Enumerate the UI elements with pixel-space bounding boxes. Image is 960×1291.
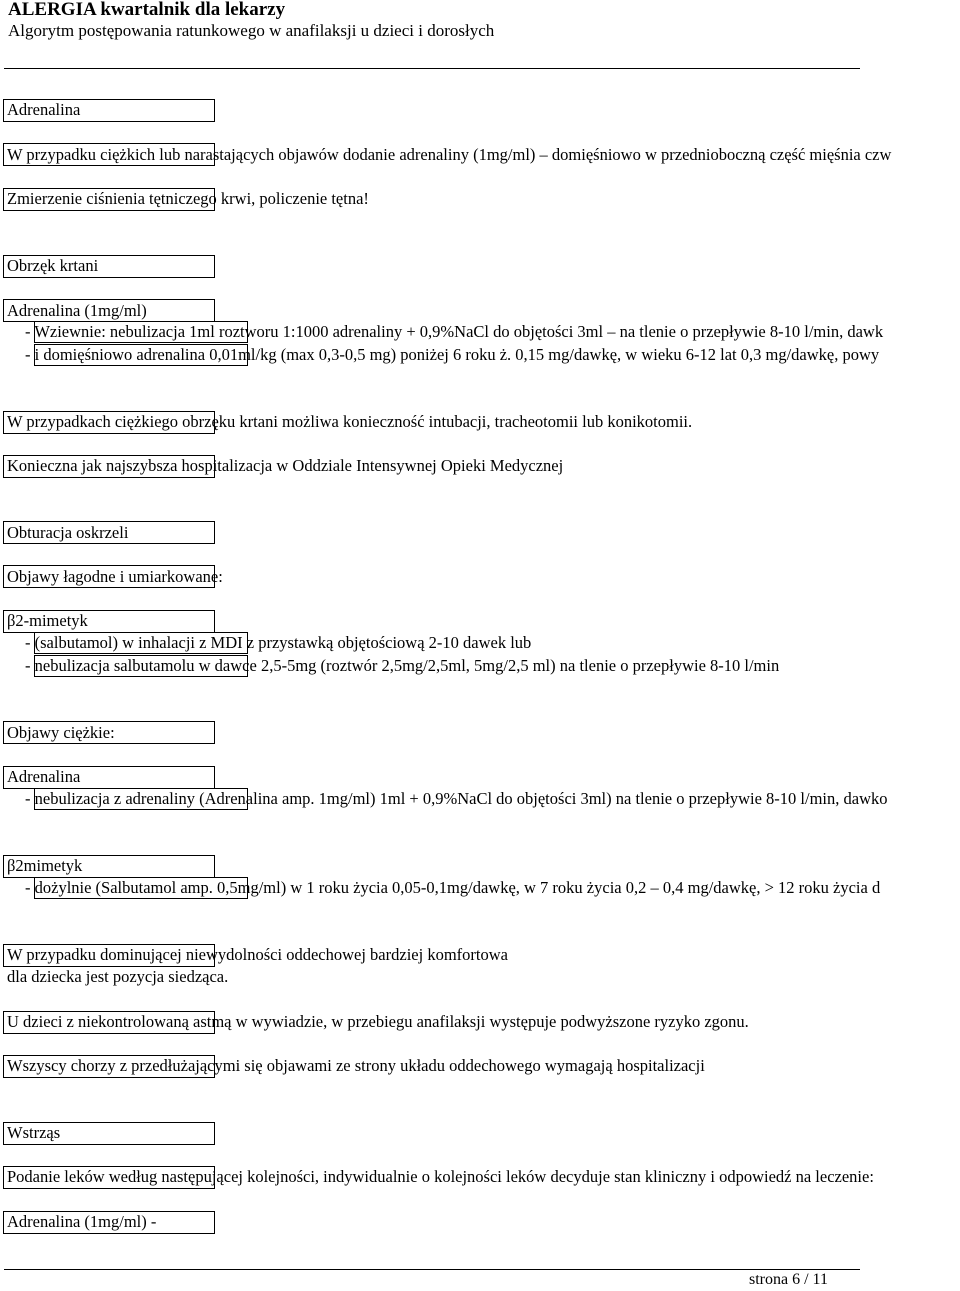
text-line: Konieczna jak najszybsza hospitalizacja w Oddziale Intensywnej Opieki Medycznej: [7, 456, 564, 475]
footer-divider: [4, 1269, 860, 1270]
text-line: - dożylnie (Salbutamol amp. 0,5mg/ml) w 1 roku życia 0,05-0,1mg/dawkę, w 7 roku życia 0,2 – 0,4 mg/dawkę, > 12 roku życia d: [25, 878, 881, 897]
text-line: Zmierzenie ciśnienia tętniczego krwi, policzenie tętna!: [7, 189, 369, 208]
section-heading-bronchial-obstruction: Obturacja oskrzeli: [7, 523, 129, 542]
section-heading-adrenaline: Adrenalina: [7, 100, 81, 119]
text-line: Objawy ciężkie:: [7, 723, 115, 742]
text-line: Adrenalina (1mg/ml) -: [7, 1212, 157, 1231]
page-number: strona 6 / 11: [749, 1271, 828, 1288]
document-title: ALERGIA kwartalnik dla lekarzy: [8, 0, 286, 20]
text-line: Podanie leków według następującej kolejności, indywidualnie o kolejności leków decyduje stan kliniczny i odpowiedź na leczenie:: [7, 1167, 874, 1186]
text-line: - nebulizacja z adrenaliny (Adrenalina amp. 1mg/ml) 1ml + 0,9%NaCl do objętości 3ml) na tlenie o przepływie 8-10 l/min, dawko: [25, 789, 888, 808]
text-line: W przypadkach ciężkiego obrzęku krtani możliwa konieczność intubacji, tracheotomii lub konikotomii.: [7, 412, 693, 431]
document-subtitle: Algorytm postępowania ratunkowego w anafilaksji u dzieci i dorosłych: [8, 21, 495, 40]
text-line: β2mimetyk: [7, 856, 83, 875]
text-line: U dzieci z niekontrolowaną astmą w wywiadzie, w przebiegu anafilaksji występuje podwyższone ryzyko zgonu.: [7, 1012, 749, 1031]
text-line: dla dziecka jest pozycja siedząca.: [7, 967, 229, 986]
section-heading-shock: Wstrząs: [7, 1123, 61, 1142]
text-line: - Wziewnie: nebulizacja 1ml roztworu 1:1000 adrenaliny + 0,9%NaCl do objętości 3ml – na tlenie o przepływie 8-10 l/min, dawk: [25, 322, 884, 341]
section-heading-laryngeal-edema: Obrzęk krtani: [7, 256, 99, 275]
text-line: W przypadku dominującej niewydolności oddechowej bardziej komfortowa: [7, 945, 508, 964]
text-line: - (salbutamol) w inhalacji z MDI z przystawką objętościową 2-10 dawek lub: [25, 633, 532, 652]
text-line: - i domięśniowo adrenalina 0,01ml/kg (max 0,3-0,5 mg) poniżej 6 roku ż. 0,15 mg/dawkę, w wieku 6-12 lat 0,3 mg/dawkę, powy: [25, 345, 880, 364]
text-line: Adrenalina: [7, 767, 81, 786]
text-line: - nebulizacja salbutamolu w dawce 2,5-5mg (roztwór 2,5mg/2,5ml, 5mg/2,5 ml) na tlenie o przepływie 8-10 l/min: [25, 656, 780, 675]
text-line: Adrenalina (1mg/ml): [7, 301, 147, 320]
header-divider: [4, 68, 860, 69]
text-line: Objawy łagodne i umiarkowane:: [7, 567, 223, 586]
text-line: Wszyscy chorzy z przedłużającymi się objawami ze strony układu oddechowego wymagają hospitalizacji: [7, 1056, 705, 1075]
text-line: β2-mimetyk: [7, 611, 88, 630]
text-line: W przypadku ciężkich lub narastających objawów dodanie adrenaliny (1mg/ml) – domięśniowo w przednioboczną część mięśnia czw: [7, 145, 892, 164]
